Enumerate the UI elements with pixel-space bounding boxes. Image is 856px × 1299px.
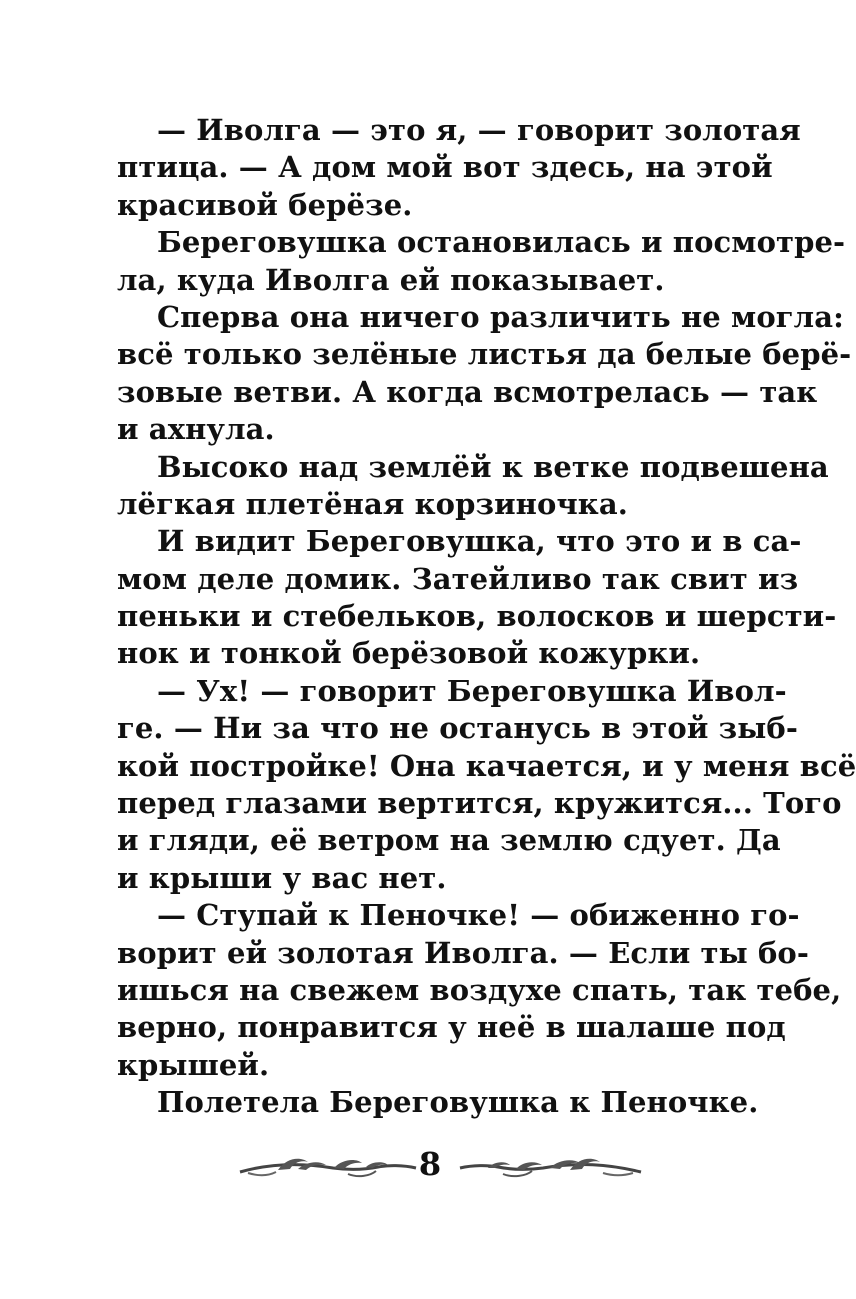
flourish-ornament-left-icon	[238, 1152, 418, 1180]
text-line: ге. — Ни за что не останусь в этой зыб-	[117, 711, 798, 746]
paragraph	[117, 523, 837, 673]
text-line: зовые ветви. А когда всмотрелась — так	[117, 374, 818, 409]
text-line: — Иволга — это я, — говорит золотая	[157, 113, 801, 147]
paragraph	[117, 112, 801, 224]
text-line: и гляди, её ветром на землю сдует. Да	[117, 823, 781, 858]
flourish-ornament-right-icon	[458, 1152, 643, 1180]
text-line: и ахнула.	[117, 412, 275, 447]
text-line: лёгкая плетёная корзиночка.	[117, 486, 628, 521]
text-line: пеньки и стебельков, волосков и шерсти-	[117, 599, 837, 634]
text-line: Полетела Береговушка к Пеночке.	[157, 1085, 759, 1120]
text-line: птица. — А дом мой вот здесь, на этой	[117, 150, 773, 185]
text-line: всё только зелёные листья да белые берё-	[117, 337, 852, 372]
text-line: — Ступай к Пеночке! — обиженно го-	[157, 898, 800, 933]
text-line: красивой берёзе.	[117, 187, 413, 222]
text-line: ла, куда Иволга ей показывает.	[117, 262, 665, 297]
text-line: Береговушка остановилась и посмотре-	[157, 225, 846, 260]
paragraph	[117, 224, 846, 299]
paragraph	[117, 673, 856, 897]
text-line: и крыши у вас нет.	[117, 860, 447, 895]
paragraph	[117, 299, 852, 449]
text-line: ишься на свежем воздухе спать, так тебе,	[117, 972, 842, 1007]
text-line: Высоко над землёй к ветке подвешена	[157, 449, 829, 484]
text-line: перед глазами вертится, кружится... Того	[117, 786, 842, 821]
text-line: мом деле домик. Затейливо так свит из	[117, 561, 799, 596]
text-line: крышей.	[117, 1047, 270, 1082]
text-line: кой постройке! Она качается, и у меня всё	[117, 748, 856, 783]
text-line: — Ух! — говорит Береговушка Ивол-	[157, 673, 787, 708]
text-line: Сперва она ничего различить не могла:	[157, 299, 844, 334]
text-line: ворит ей золотая Иволга. — Если ты бо-	[117, 935, 809, 970]
text-line: нок и тонкой берёзовой кожурки.	[117, 636, 701, 671]
paragraph	[117, 897, 842, 1084]
page-footer	[0, 1140, 856, 1200]
text-line: верно, понравится у неё в шалаше под	[117, 1010, 786, 1045]
paragraph	[117, 449, 829, 524]
paragraph	[117, 1084, 767, 1121]
page-body	[117, 112, 856, 1122]
page-number: 8	[418, 1145, 442, 1183]
text-line: И видит Береговушка, что это и в са-	[157, 524, 802, 559]
